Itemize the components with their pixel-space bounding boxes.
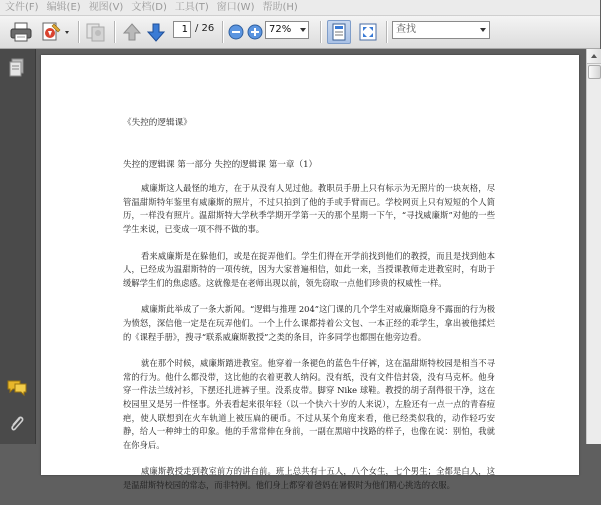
page-total: / 26	[195, 23, 215, 34]
menu-bar	[0, 0, 600, 16]
paragraph: 威廉斯这人最怪的地方，在于从没有人见过他。教职员手册上只有标示为无照片的一块灰格，尽管温甜斯特年鉴里有威廉斯的照片，不过只拍到了他的手或手臂而已。学校网页上只有短短的个人简历，一样没有照片。温甜斯特大学秋季学期开学第一天的那个星期一下午，“寻找威廉斯”对他的一些学生来说，已变成一项不得不做的事。	[123, 183, 495, 234]
toolbar-separator	[222, 21, 224, 43]
toolbar-separator	[320, 21, 322, 43]
menu-window[interactable]: 窗口(W)	[216, 2, 255, 13]
menu-document[interactable]: 文档(D)	[131, 2, 167, 13]
comments-icon	[6, 378, 28, 398]
scroll-up-button[interactable]	[587, 49, 601, 64]
zoom-select[interactable]	[265, 21, 309, 39]
menu-file[interactable]: 文件(F)	[5, 2, 39, 13]
fit-page-button[interactable]	[327, 20, 351, 44]
comments-panel-button[interactable]	[6, 378, 28, 402]
full-screen-icon	[356, 20, 380, 44]
toolbar-separator	[78, 21, 80, 43]
chevron-down-icon	[480, 28, 486, 32]
zoom-in-icon	[246, 20, 264, 44]
page-up-icon	[120, 20, 144, 44]
print-button[interactable]	[9, 20, 33, 44]
menu-tools[interactable]: 工具(T)	[174, 2, 209, 13]
collaborate-icon	[84, 20, 108, 44]
zoom-out-icon	[227, 20, 245, 44]
paragraph: 威廉斯教授走到教室前方的讲台前。班上总共有十五人，八个女生，七个男生；全都是白人，这是温甜斯特校园的常态，而非特例。他们身上都穿着爸妈在暑假时为他们精心挑选的衣服。	[123, 466, 495, 490]
paperclip-icon	[8, 413, 26, 435]
search-placeholder: 查找	[396, 24, 416, 35]
document-title: 《失控的逻辑课》	[123, 118, 192, 128]
vertical-scrollbar[interactable]	[586, 49, 601, 444]
zoom-value: 72%	[269, 24, 292, 35]
pdf-page	[41, 55, 579, 490]
pages-icon	[7, 57, 27, 79]
zoom-out-button[interactable]	[227, 20, 245, 44]
scrollbar-thumb[interactable]	[588, 65, 601, 79]
next-page-button[interactable]	[144, 20, 168, 44]
chevron-down-icon	[300, 28, 306, 32]
menu-edit[interactable]: 编辑(E)	[46, 2, 81, 13]
toolbar	[0, 16, 600, 49]
page-down-icon	[144, 20, 168, 44]
navigation-panel	[0, 49, 36, 444]
document-viewport[interactable]	[36, 49, 586, 490]
zoom-in-button[interactable]	[246, 20, 264, 44]
search-input[interactable]	[392, 21, 490, 39]
attachments-panel-button[interactable]	[8, 413, 26, 439]
paragraph: 威廉斯此举成了一条大新闻。“逻辑与推理 204”这门课的几个学生对威廉斯隐身不露面的行为极为愤怒，深信他一定是在玩弄他们。一个上什么课都持着公文包、一本正经的乖学生，拿出被他揉烂的《课程手册》，搜寻“联系威廉斯教授”之类的条目，许多同学也都围在他旁边看。	[123, 304, 495, 342]
page-number-input[interactable]: 1	[173, 21, 191, 38]
menu-help[interactable]: 帮助(H)	[262, 2, 298, 13]
pages-panel-button[interactable]	[7, 57, 27, 83]
chapter-heading: 失控的逻辑课 第一部分 失控的逻辑课 第一章（1）	[123, 159, 318, 170]
print-icon	[9, 20, 33, 44]
fit-page-icon	[328, 21, 350, 43]
paragraph: 就在那个时候，威廉斯踏进教室。他穿着一条褪色的蓝色牛仔裤，这在温甜斯特校园是相当不寻常的行为。他什么都没带，这比他的衣着更教人纳闷。没有纸，没有文件信封袋，没有马克杯。他身穿一件法兰绒衬衫，下摆还扎进裤子里。没系皮带。脚穿 Nike 球鞋。教授的胡子刮得很干净，这在校园里又是另一件怪事。外表看起来很年轻（以一个快六十岁的人来说），左脸还有一点一点的青春痘疤，使人联想到在火车轨道上被压扁的硬币。不过从某个角度来看，他已经类似我的，动作轻巧安静，给人一种绅士的印象。他的手常常伸在身前，一副在黑暗中找路的样子，也像在说：别怕，我就在你身后。	[123, 358, 495, 450]
full-screen-button[interactable]	[356, 20, 380, 44]
previous-page-button[interactable]	[120, 20, 144, 44]
create-pdf-button[interactable]	[40, 20, 72, 44]
collaborate-button[interactable]	[84, 20, 108, 44]
paragraph: 看来威廉斯是在躲他们，或是在捉弄他们。学生们得在开学前找到他们的教授，而且是找到他本人，已经成为温甜斯特的一项传统，因为大家普遍相信，如此一来，当授课教师走进教室时，有助于缓解学生们的焦虑感。这就像是在老师出现以前，领先窃取一点他们珍贵的权威性一样。	[123, 250, 495, 288]
toolbar-separator	[386, 21, 388, 43]
edit-document-icon	[40, 20, 72, 44]
menu-view[interactable]: 视图(V)	[88, 2, 124, 13]
toolbar-separator	[114, 21, 116, 43]
page-content	[123, 117, 495, 505]
